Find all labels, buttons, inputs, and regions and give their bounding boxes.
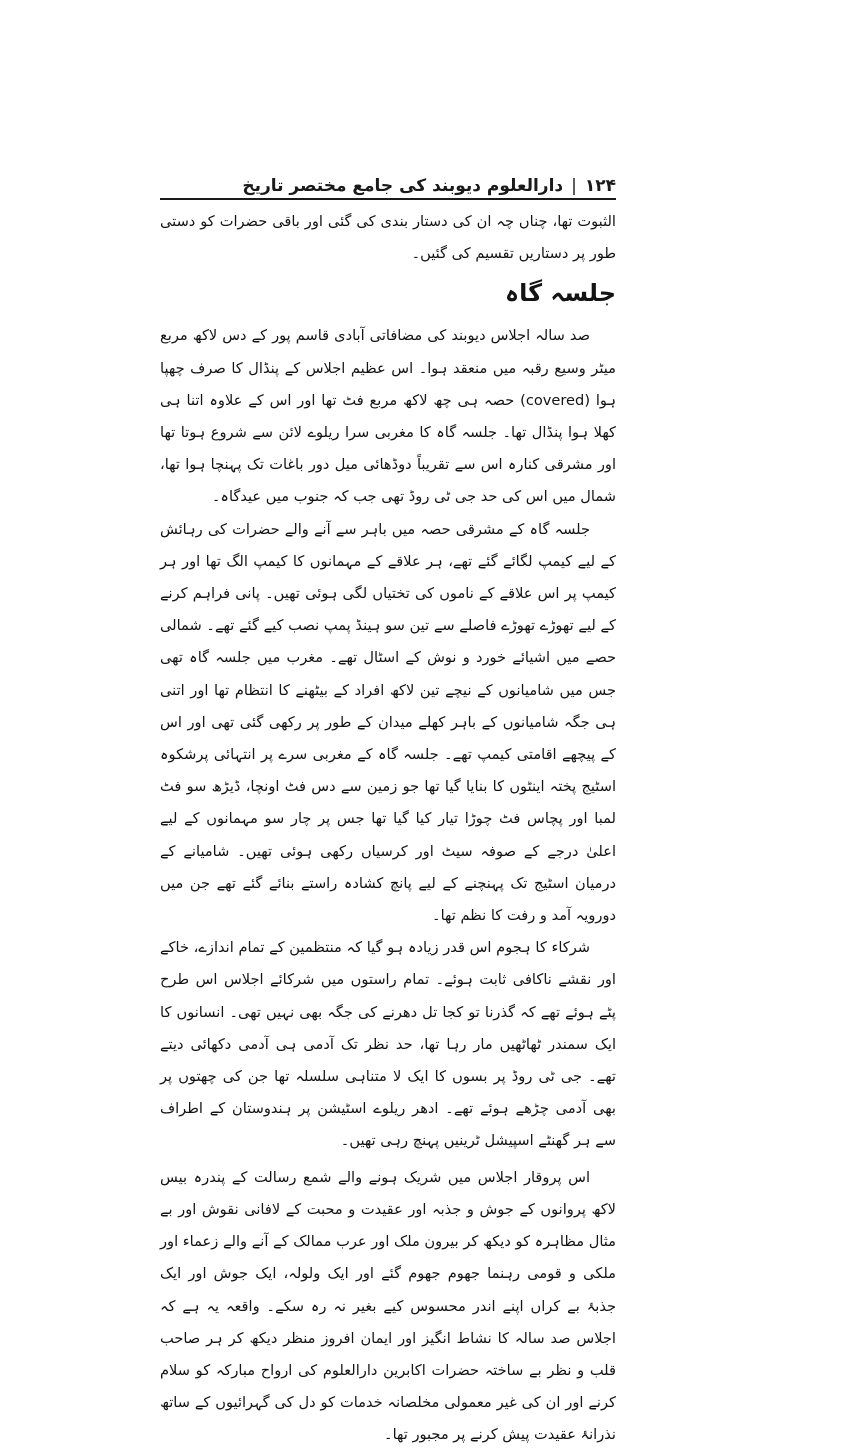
paragraph-venue-before: صد سالہ اجلاس دیوبند کی مضافاتی آبادی قاسم پور کے دس لاکھ مربع میٹر وسیع رقبہ میں منعقد ہوا۔ اس عظیم اجلاس کے پنڈال کا صرف چھپا ہوا (: [160, 327, 616, 409]
paragraph-crowd: شرکاء کا ہجوم اس قدر زیادہ ہو گیا کہ منتظمین کے تمام اندازے، خاکے اور نقشے ناکافی ثابت ہوئے۔ تمام راستوں میں شرکائے اجلاس اس طرح پٹے ہوئے تھے کہ گذرنا تو کجا تل دھرنے کی جگہ بھی نہیں تھی۔ انسانوں کا ایک سمندر ٹھاٹھیں مار رہا تھا، حد نظر تک آدمی ہی آدمی دکھائی دیتے تھے۔ جی ٹی روڈ پر بسوں کا ایک لا متناہی سلسلہ تھا جن کی چھتوں پر بھی آدمی چڑھے ہوئے تھے۔ ادھر ریلوے اسٹیشن پر ہندوستان کے اطراف سے ہر گھنٹے اسپیشل ٹرینیں پہنچ رہی تھیں۔: [160, 939, 616, 1150]
paragraph-venue-after: ) حصہ ہی چھ لاکھ مربع فٹ تھا اور اس کے علاوہ اتنا ہی کھلا ہوا پنڈال تھا۔ جلسہ گاہ کا مغربی سرا ریلوے لائن سے شروع ہوتا تھا اور مشرقی کنارہ اس سے تقریباً دوڈھائی میل دور باغات تک پہنچا ہوا تھا، شمال میں اس کی حد جی ٹی روڈ تھی جب کہ جنوب میں عیدگاہ۔: [160, 391, 616, 506]
paragraph-venue: [160, 320, 616, 513]
header-rule: [160, 198, 616, 200]
book-title: دارالعلوم دیوبند کی جامع مختصر تاریخ: [242, 176, 564, 196]
paragraph-devotion: اس پروقار اجلاس میں شریک ہونے والے شمع رسالت کے پندرہ بیس لاکھ پروانوں کے جوش و جذبہ اور عقیدت و محبت کے لافانی نقوش اور بے مثال مظاہرہ کو دیکھ کر بیرون ملک اور عرب ممالک کے آنے والے زعماء اور ملکی و قومی رہنما جھوم جھوم گئے اور ایک ولولہ، ایک جوش اور ایک جذبۂ بے کراں اپنے اندر محسوس کیے بغیر نہ رہ سکے۔ واقعہ یہ ہے کہ اجلاس صد سالہ کا نشاط انگیز اور ایمان افروز منظر دیکھ کر ہر صاحب قلب و نظر بے ساختہ حضرات اکابرین دارالعلوم کی ارواح مبارکہ کو سلام کرنے اور ان کی غیر معمولی مخلصانہ خدمات کو دل کی گہرائیوں کے ساتھ نذرانۂ عقیدت پیش کرنے پر مجبور تھا۔: [160, 1168, 616, 1444]
page-body: [160, 206, 616, 1452]
intro-line: الثبوت تھا، چناں چہ ان کی دستار بندی کی گئی اور باقی حضرات کو دستی طور پر دستاریں تقسیم کی گئیں۔: [160, 213, 616, 263]
paragraph-camps: جلسہ گاہ کے مشرقی حصہ میں باہر سے آنے والے حضرات کی رہائش کے لیے کیمپ لگائے گئے تھے، ہر علاقے کے مہمانوں کا کیمپ الگ تھا اور ہر کیمپ پر اس علاقے کے ناموں کی تختیاں لگی ہوئی تھیں۔ پانی فراہم کرنے کے لیے تھوڑے تھوڑے فاصلے سے تین سو ہینڈ پمپ نصب کیے گئے تھے۔ شمالی حصے میں اشیائے خورد و نوش کے اسٹال تھے۔ مغرب میں جلسہ گاہ تھی جس میں شامیانوں کے نیچے تین لاکھ افراد کے بیٹھنے کا انتظام تھا اور اتنی ہی جگہ شامیانوں کے باہر کھلے میدان کے طور پر رکھی گئی تھی اور اس کے پیچھے اقامتی کیمپ تھے۔ جلسہ گاہ کے مغربی سرے پر انتہائی پرشکوہ اسٹیج پختہ اینٹوں کا بنایا گیا تھا جو زمین سے دس فٹ اونچا، ڈیڑھ سو فٹ لمبا اور پچاس فٹ چوڑا تیار کیا گیا تھا جس پر چار سو مہمانوں کے لیے اعلیٰ درجے کے صوفہ سیٹ اور کرسیاں رکھی ہوئی تھیں۔ شامیانے کے درمیان اسٹیج تک پہنچنے کے لیے پانچ کشادہ راستے بنائے گئے تھے جن میں دورویہ آمد و رفت کا نظم تھا۔: [160, 520, 616, 925]
running-header: [160, 160, 616, 196]
section-heading: جلسہ گاہ: [505, 279, 616, 308]
page-number: ۱۲۴: [584, 176, 616, 196]
header-separator: |: [571, 176, 577, 196]
english-term: covered: [525, 391, 585, 409]
